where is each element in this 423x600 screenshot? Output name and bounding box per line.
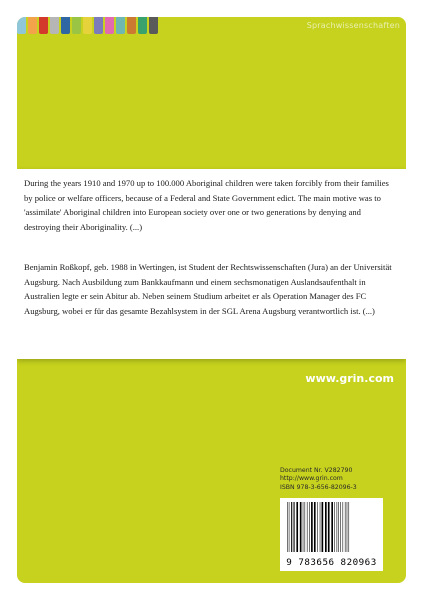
color-stripe: [127, 17, 136, 34]
barcode-bar: [320, 502, 321, 552]
publisher-url[interactable]: http://www.grin.com: [280, 475, 343, 483]
barcode-bar: [349, 502, 350, 552]
barcode-bar: [337, 502, 338, 552]
barcode-bar: [325, 502, 327, 552]
barcode-bar: [305, 502, 306, 552]
color-stripe: [116, 17, 125, 34]
barcode-bar: [309, 502, 310, 552]
blurb-panel: [17, 169, 406, 359]
color-strip: [17, 17, 160, 34]
color-stripe: [149, 17, 158, 34]
color-stripe: [138, 17, 147, 34]
barcode-bar: [334, 502, 335, 552]
color-stripe: [61, 17, 70, 34]
barcode-bar: [347, 502, 348, 552]
barcode-bar: [345, 502, 346, 552]
barcode-bar: [287, 502, 288, 552]
barcode-bar: [303, 502, 304, 552]
color-stripe: [39, 17, 48, 34]
barcode-bar: [296, 502, 298, 552]
color-stripe: [28, 17, 37, 34]
color-stripe: [17, 17, 26, 34]
barcode-bar: [294, 502, 295, 552]
barcode-digits: 9 783656 820963: [286, 557, 377, 568]
barcode-bar: [317, 502, 318, 552]
barcode-bar: [314, 502, 316, 552]
isbn: ISBN 978-3-656-82096-3: [280, 483, 357, 491]
author-bio: Benjamin Roßkopf, geb. 1988 in Wertingen, ist Student der Rechtswissenschaften (Jura) an der Universität Augsburg. Nach Ausbildung zum Bankkaufmann und einem sechsmonatigen Auslandsaufenthalt in Australien legte er sein Abitur ab. Neben seinem Studium arbeitet er als Operation Manager des FC Augsburg, wobei er für das gesamte Bezahlsystem in der SGL Arena Augsburg verantwortlich ist. (...): [24, 262, 392, 316]
book-summary: During the years 1910 and 1970 up to 100.000 Aboriginal children were taken forcibly from their families by police or welfare officers, because of a Federal and State Government edict. The main motive was to 'assimilate' Aboriginal children into European society over one or two generations by denying and destroying their Aboriginality. (...): [24, 178, 389, 232]
barcode-bar: [307, 502, 308, 552]
isbn-barcode: [280, 498, 383, 571]
color-stripe: [105, 17, 114, 34]
barcode-bar: [311, 502, 313, 552]
category-label: Sprachwissenschaften: [306, 21, 400, 30]
barcode-bar: [289, 502, 290, 552]
publisher-website[interactable]: www.grin.com: [305, 372, 394, 385]
barcode-bar: [291, 502, 292, 552]
barcode-bar: [343, 502, 344, 552]
document-number: Document Nr. V282790: [280, 467, 353, 474]
barcode-bar: [328, 502, 330, 552]
color-stripe: [72, 17, 81, 34]
barcode-bars: [286, 502, 379, 552]
barcode-bar: [338, 502, 339, 552]
color-stripe: [50, 17, 59, 34]
barcode-bar: [331, 502, 333, 552]
barcode-bar: [300, 502, 302, 552]
publication-info: [280, 467, 357, 492]
barcode-bar: [340, 502, 341, 552]
barcode-bar: [322, 502, 324, 552]
color-stripe: [83, 17, 92, 34]
color-stripe: [94, 17, 103, 34]
